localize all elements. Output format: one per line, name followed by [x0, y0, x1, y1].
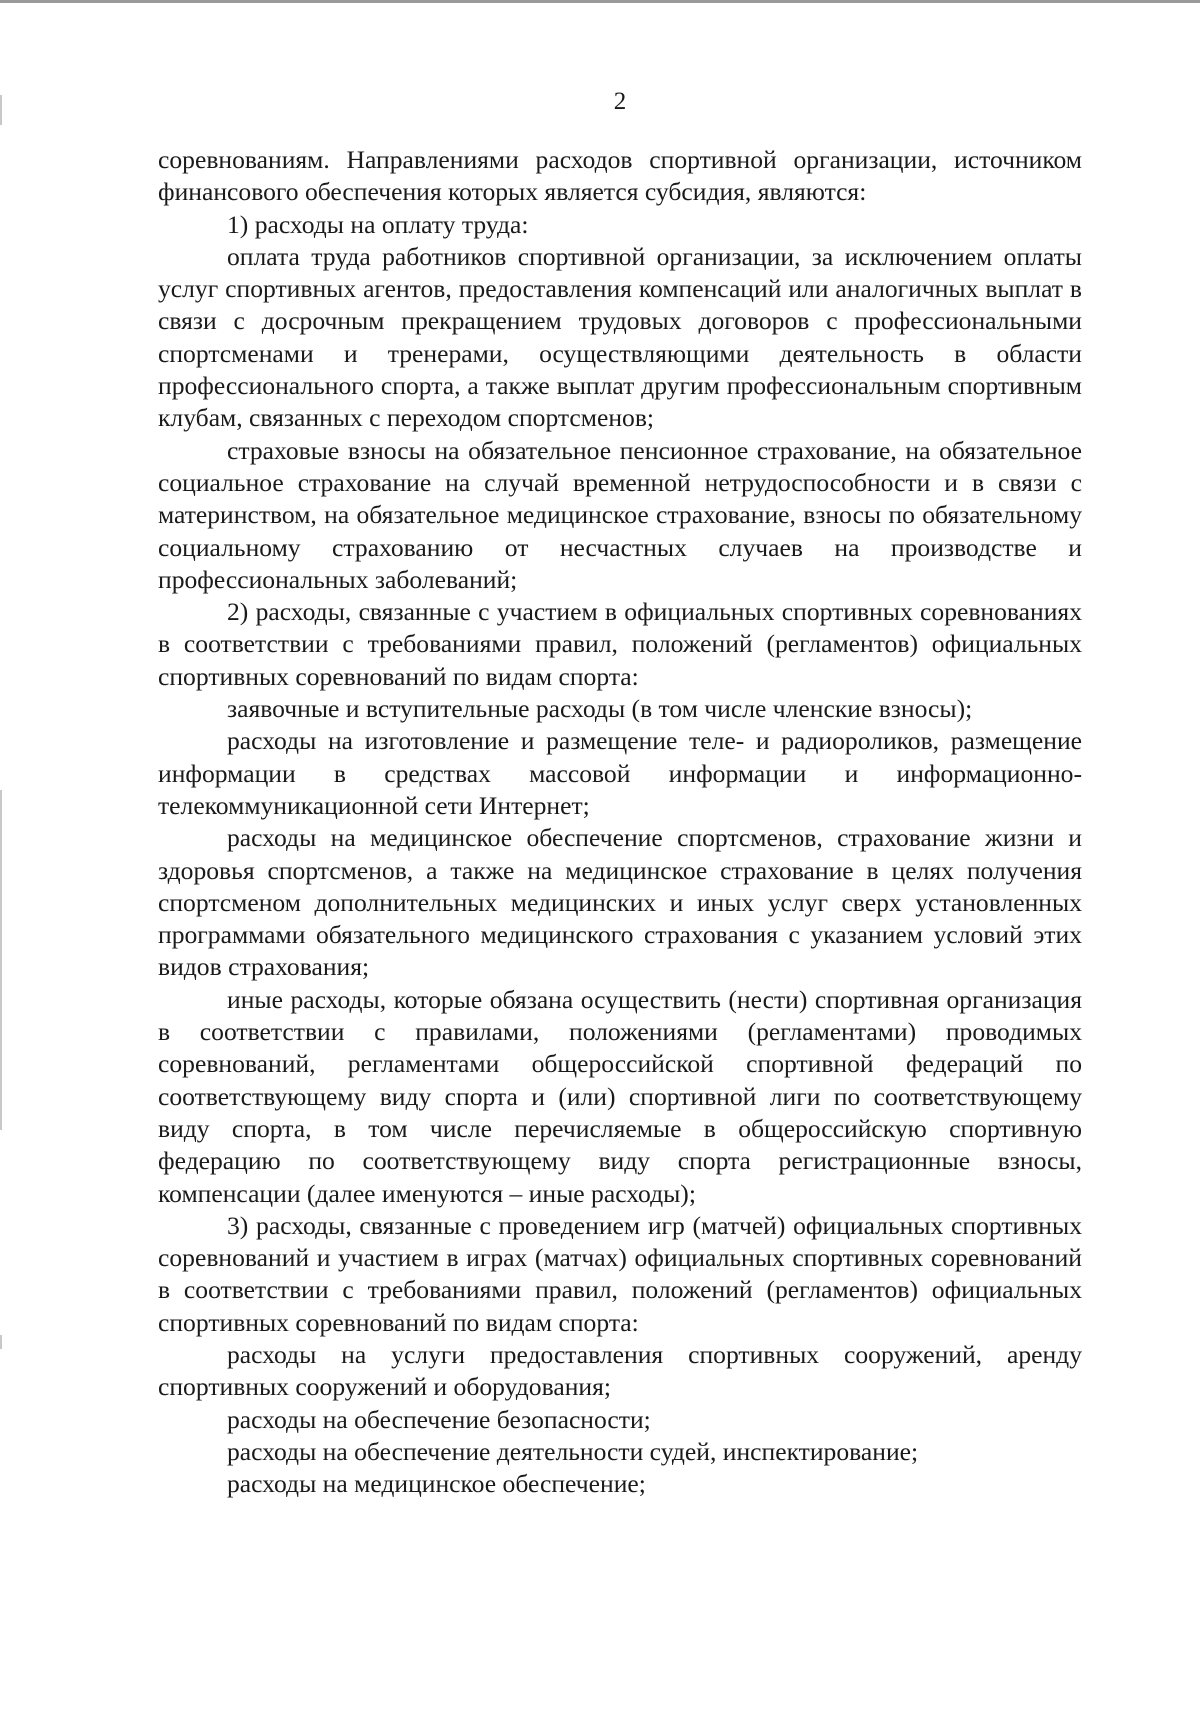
list-item-heading: 2) расходы, связанные с участием в официальных спортивных соревнованиях в соответствии с требованиями правил, положений (регламентов) официальных спортивных соревнований по видам спорта:: [158, 597, 1082, 691]
paragraph: расходы на обеспечение безопасности;: [227, 1404, 651, 1434]
paragraph: страховые взносы на обязательное пенсионное страхование, на обязательное социальное страхование на случай временной нетрудоспособности и в связи с материнством, на обязательное медицинское страхование, взносы по обязательному социальному страхованию от несчастных случаев на производстве и профессиональных заболеваний;: [158, 435, 1082, 594]
paragraph: расходы на медицинское обеспечение;: [227, 1469, 646, 1499]
paragraph: соревнованиям. Направлениями расходов спортивной организации, источником финансового обеспечения которых является субсидия, являются:: [158, 145, 1082, 207]
scan-margin-mark: [0, 1335, 2, 1349]
list-item-heading: 1) расходы на оплату труда:: [227, 209, 529, 239]
page-number: 2: [613, 88, 627, 115]
paragraph: расходы на изготовление и размещение теле- и радиороликов, размещение информации в средствах массовой информации и информационно-телекоммуникационной сети Интернет;: [158, 726, 1082, 820]
paragraph: расходы на медицинское обеспечение спортсменов, страхование жизни и здоровья спортсменов, а также на медицинское страхование в целях получения спортсменом дополнительных медицинских и иных услуг сверх установленных программами обязательного медицинского страхования с указанием условий этих видов страхования;: [158, 823, 1082, 982]
paragraph: расходы на обеспечение деятельности судей, инспектирование;: [227, 1436, 919, 1466]
paragraph: заявочные и вступительные расходы (в том числе членские взносы);: [227, 694, 973, 724]
scan-margin-mark: [0, 790, 2, 1130]
document-body: [158, 144, 1082, 1500]
paragraph: иные расходы, которые обязана осуществить (нести) спортивная организация в соответствии с правилами, положениями (регламентами) проводимых соревнований, регламентами общероссийской спортивной федераций по соответствующему виду спорта и (или) спортивной лиги по соответствующему виду спорта, в том числе перечисляемые в общероссийскую спортивную федерацию по соответствующему виду спорта регистрационные взносы, компенсации (далее именуются – иные расходы);: [158, 984, 1082, 1208]
list-item-heading: 3) расходы, связанные с проведением игр (матчей) официальных спортивных соревнований и участием в играх (матчах) официальных спортивных соревнований в соответствии с требованиями правил, положений (регламентов) официальных спортивных соревнований по видам спорта:: [158, 1210, 1082, 1337]
paragraph: оплата труда работников спортивной организации, за исключением оплаты услуг спортивных агентов, предоставления компенсаций или аналогичных выплат в связи с досрочным прекращением трудовых договоров с профессиональными спортсменами и тренерами, осуществляющими деятельность в области профессионального спорта, а также выплат другим профессиональным спортивным клубам, связанных с переходом спортсменов;: [158, 241, 1082, 433]
paragraph: расходы на услуги предоставления спортивных сооружений, аренду спортивных сооружений и оборудования;: [158, 1339, 1082, 1402]
scan-top-edge: [0, 0, 1200, 3]
